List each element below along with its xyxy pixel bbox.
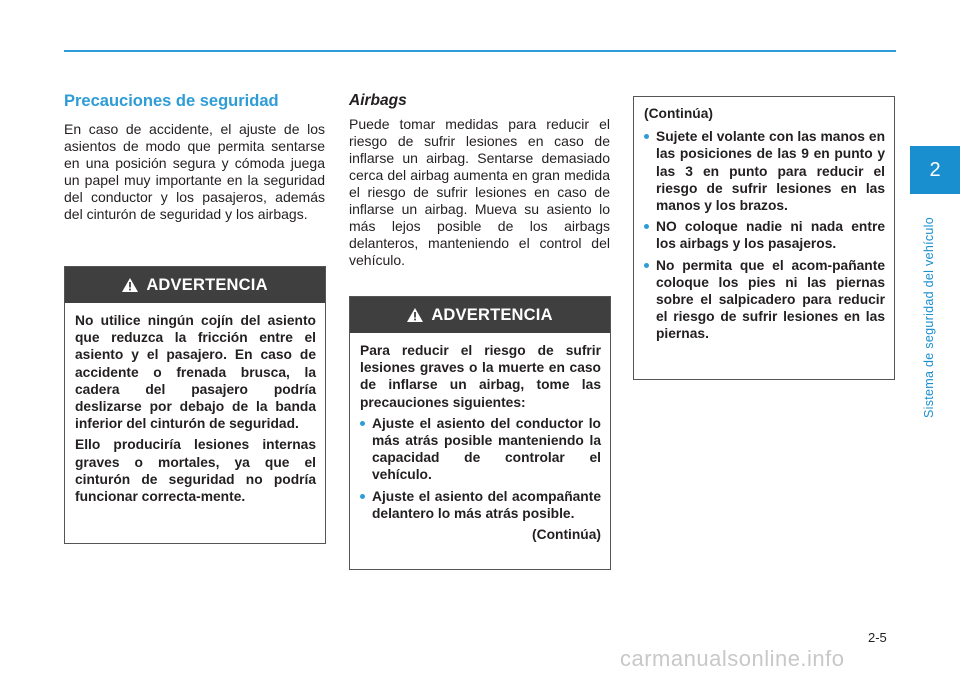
warning-header (350, 297, 610, 333)
warning-box-airbags (349, 296, 611, 570)
section-title: Precauciones de seguridad (64, 92, 279, 110)
warning-paragraph-1: No utilice ningún cojín del asiento que reduzca la fricción entre el asiento y el pasajero. En caso de accidente o frenada brusca, la cadera del pasajero podría deslizarse por debajo de la banda inferior del cinturón de seguridad. (75, 313, 316, 432)
list-item: Sujete el volante con las manos en las posiciones de las 9 en punto y las 3 en punto para reducir el riesgo de sufrir lesiones en las manos y los brazos. (644, 128, 885, 214)
list-item: No permita que el acom-pañante coloque los pies ni las piernas sobre el salpicadero para reducir el riesgo de sufrir lesiones en las piernas. (644, 257, 885, 343)
column-left (64, 92, 325, 223)
top-rule (64, 50, 896, 52)
intro-paragraph: En caso de accidente, el ajuste de los asientos de modo que permita sentarse en una posición segura y cómoda juega un papel muy importante en la seguridad del conductor y los pasajeros, además del cinturón de seguridad y los airbags. (64, 121, 325, 222)
warning-body (350, 333, 610, 551)
warning-heading: ADVERTENCIA (431, 305, 553, 324)
chapter-label (922, 217, 942, 438)
warning-box-cushion (64, 266, 326, 544)
warning-heading: ADVERTENCIA (146, 275, 268, 294)
airbags-title: Airbags (349, 92, 407, 109)
list-item: Ajuste el asiento del acompañante delantero lo más atrás posible. (360, 488, 601, 522)
continued-label: (Continúa) (644, 106, 713, 121)
watermark: carmanualsonline.info (620, 646, 845, 671)
list-item: NO coloque nadie ni nada entre los airbags y los pasajeros. (644, 218, 885, 252)
warning-triangle-icon (122, 278, 138, 292)
warning-body (634, 97, 894, 355)
continues-label: (Continúa) (532, 527, 601, 543)
column-middle (349, 92, 610, 269)
airbags-paragraph: Puede tomar medidas para reducir el riesgo de sufrir lesiones en caso de inflarse un airbag. Sentarse demasiado cerca del airbag aumenta en gran medida el riesgo de sufrir lesiones en caso de inflarse un airbag. Mueva su asiento lo más lejos posible de los airbags delanteros, manteniendo el control del vehículo. (349, 116, 610, 268)
chapter-tab (910, 146, 960, 194)
chapter-label-text: Sistema de seguridad del vehículo (922, 217, 936, 418)
warning-box-continued (633, 96, 895, 380)
warning-intro: Para reducir el riesgo de sufrir lesiones graves o la muerte en caso de inflarse un airbag, tome las precauciones siguientes: (360, 343, 601, 410)
list-item: Ajuste el asiento del conductor lo más atrás posible manteniendo la capacidad de controlar el vehículo. (360, 415, 601, 484)
warning-body (65, 303, 325, 513)
warning-header (65, 267, 325, 303)
warning-paragraph-2: Ello produciría lesiones internas graves o mortales, ya que el cinturón de seguridad no podría funcionar correcta-mente. (75, 437, 316, 505)
warning-triangle-icon (407, 308, 423, 322)
chapter-number: 2 (929, 158, 941, 181)
page-number: 2-5 (868, 630, 887, 645)
